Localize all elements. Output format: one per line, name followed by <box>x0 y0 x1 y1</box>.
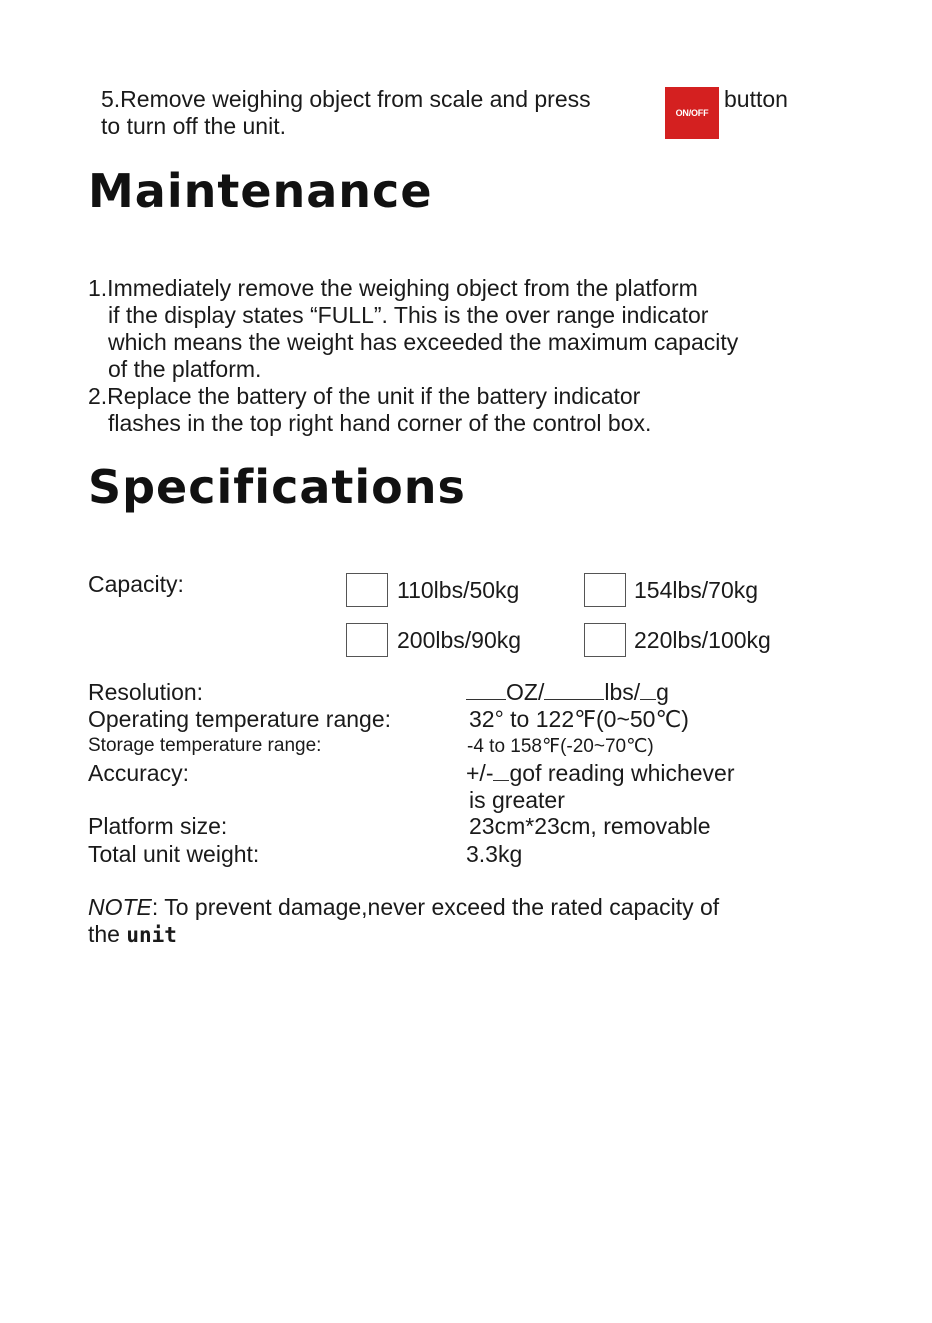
maintenance-line: if the display states “FULL”. This is the over range indicator <box>108 302 709 328</box>
capacity-label: Capacity: <box>88 571 184 597</box>
step5-button-word: button <box>724 86 788 112</box>
maintenance-heading: Maintenance <box>88 164 433 218</box>
resolution-oz-blank[interactable] <box>466 679 506 700</box>
accuracy-value <box>466 760 735 787</box>
specifications-heading: Specifications <box>88 460 466 514</box>
step5-line2: to turn off the unit. <box>101 113 286 139</box>
maintenance-line: 1.Immediately remove the weighing object from the platform <box>88 275 698 301</box>
onoff-button-icon <box>665 87 719 139</box>
resolution-lbs-blank[interactable] <box>544 679 604 700</box>
resolution-oz-unit: OZ/ <box>506 679 545 705</box>
maintenance-line: which means the weight has exceeded the maximum capacity <box>108 329 739 355</box>
resolution-g-blank[interactable] <box>640 679 656 700</box>
platform-size-label: Platform size: <box>88 813 228 839</box>
maintenance-line: flashes in the top right hand corner of the control box. <box>108 410 652 436</box>
unit-weight-label: Total unit weight: <box>88 841 260 867</box>
capacity-checkbox-200[interactable] <box>346 623 388 657</box>
storage-temp-label: Storage temperature range: <box>88 735 322 756</box>
maintenance-line: 2.Replace the battery of the unit if the battery indicator <box>88 383 641 409</box>
capacity-checkbox-110[interactable] <box>346 573 388 607</box>
maintenance-line: of the platform. <box>108 356 262 382</box>
capacity-checkbox-220[interactable] <box>584 623 626 657</box>
storage-temp-value: -4 to 158℉(-20~70℃) <box>467 736 654 757</box>
resolution-lbs-unit: lbs/ <box>604 679 641 705</box>
note-text: : To prevent damage,never exceed the rated capacity of <box>151 894 720 920</box>
platform-size-value: 23cm*23cm, removable <box>469 813 711 839</box>
accuracy-value-line2: is greater <box>469 787 565 813</box>
resolution-label: Resolution: <box>88 679 204 705</box>
accuracy-prefix: +/- <box>466 760 494 786</box>
note-tag: NOTE <box>88 894 152 920</box>
accuracy-blank[interactable] <box>493 760 509 781</box>
capacity-option-154: 154lbs/70kg <box>634 577 759 603</box>
onoff-button-label: ON/OFF <box>675 108 709 118</box>
capacity-checkbox-154[interactable] <box>584 573 626 607</box>
operating-temp-label: Operating temperature range: <box>88 706 392 732</box>
resolution-g-unit: g <box>656 679 669 705</box>
note-line2 <box>88 921 177 948</box>
unit-weight-value: 3.3kg <box>466 841 523 867</box>
resolution-value <box>466 679 669 706</box>
accuracy-label: Accuracy: <box>88 760 189 786</box>
capacity-option-220: 220lbs/100kg <box>634 627 771 653</box>
operating-temp-value: 32° to 122℉(0~50℃) <box>469 706 689 732</box>
step5-line1: 5.Remove weighing object from scale and press <box>101 86 591 112</box>
accuracy-text: gof reading whichever <box>509 760 735 786</box>
note-line1 <box>88 894 719 921</box>
capacity-option-200: 200lbs/90kg <box>397 627 522 653</box>
note-line2-b: unit <box>126 923 177 947</box>
capacity-option-110: 110lbs/50kg <box>397 577 520 603</box>
note-line2-a: the <box>88 921 120 947</box>
